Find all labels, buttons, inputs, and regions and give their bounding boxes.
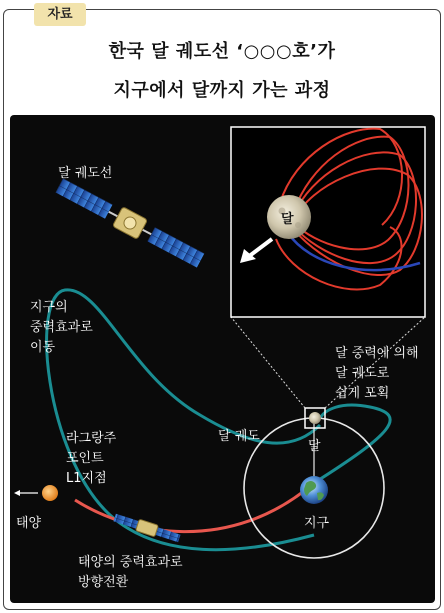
zoom-inset: [231, 127, 425, 317]
label-earth-gravity-1: 지구의: [30, 300, 68, 315]
label-earth-gravity-3: 이동: [30, 340, 56, 355]
label-sun-gravity-1: 태양의 중력효과로: [78, 555, 183, 570]
label-lagrange-3: L1지점: [66, 471, 107, 486]
source-tag: 자료: [34, 3, 86, 26]
label-earth: 지구: [304, 516, 330, 531]
label-capture-2: 달 궤도로: [335, 366, 390, 381]
sun: [42, 485, 58, 501]
label-orbiter: 달 궤도선: [58, 166, 113, 181]
trajectory-diagram: [10, 115, 435, 603]
label-moon: 달: [308, 439, 321, 454]
label-lagrange-1: 라그랑주: [66, 431, 117, 446]
moon-small: [309, 412, 321, 424]
label-earth-gravity-2: 중력효과로: [30, 320, 93, 335]
label-sun-gravity-2: 방향전환: [78, 575, 129, 590]
title-line-1: 한국 달 궤도선 ‘○○○호’가: [108, 41, 336, 62]
title-line-2: 지구에서 달까지 가는 과정: [113, 80, 331, 101]
label-moon-orbit: 달 궤도: [218, 429, 260, 444]
label-capture-3: 쉽게 포획: [335, 386, 390, 401]
label-moon-zoom: 달: [281, 212, 294, 227]
label-capture-1: 달 중력에 의해: [335, 346, 419, 361]
label-sun: 태양: [16, 516, 42, 531]
moon-crater-2: [295, 222, 301, 228]
label-lagrange-2: 포인트: [66, 451, 104, 466]
